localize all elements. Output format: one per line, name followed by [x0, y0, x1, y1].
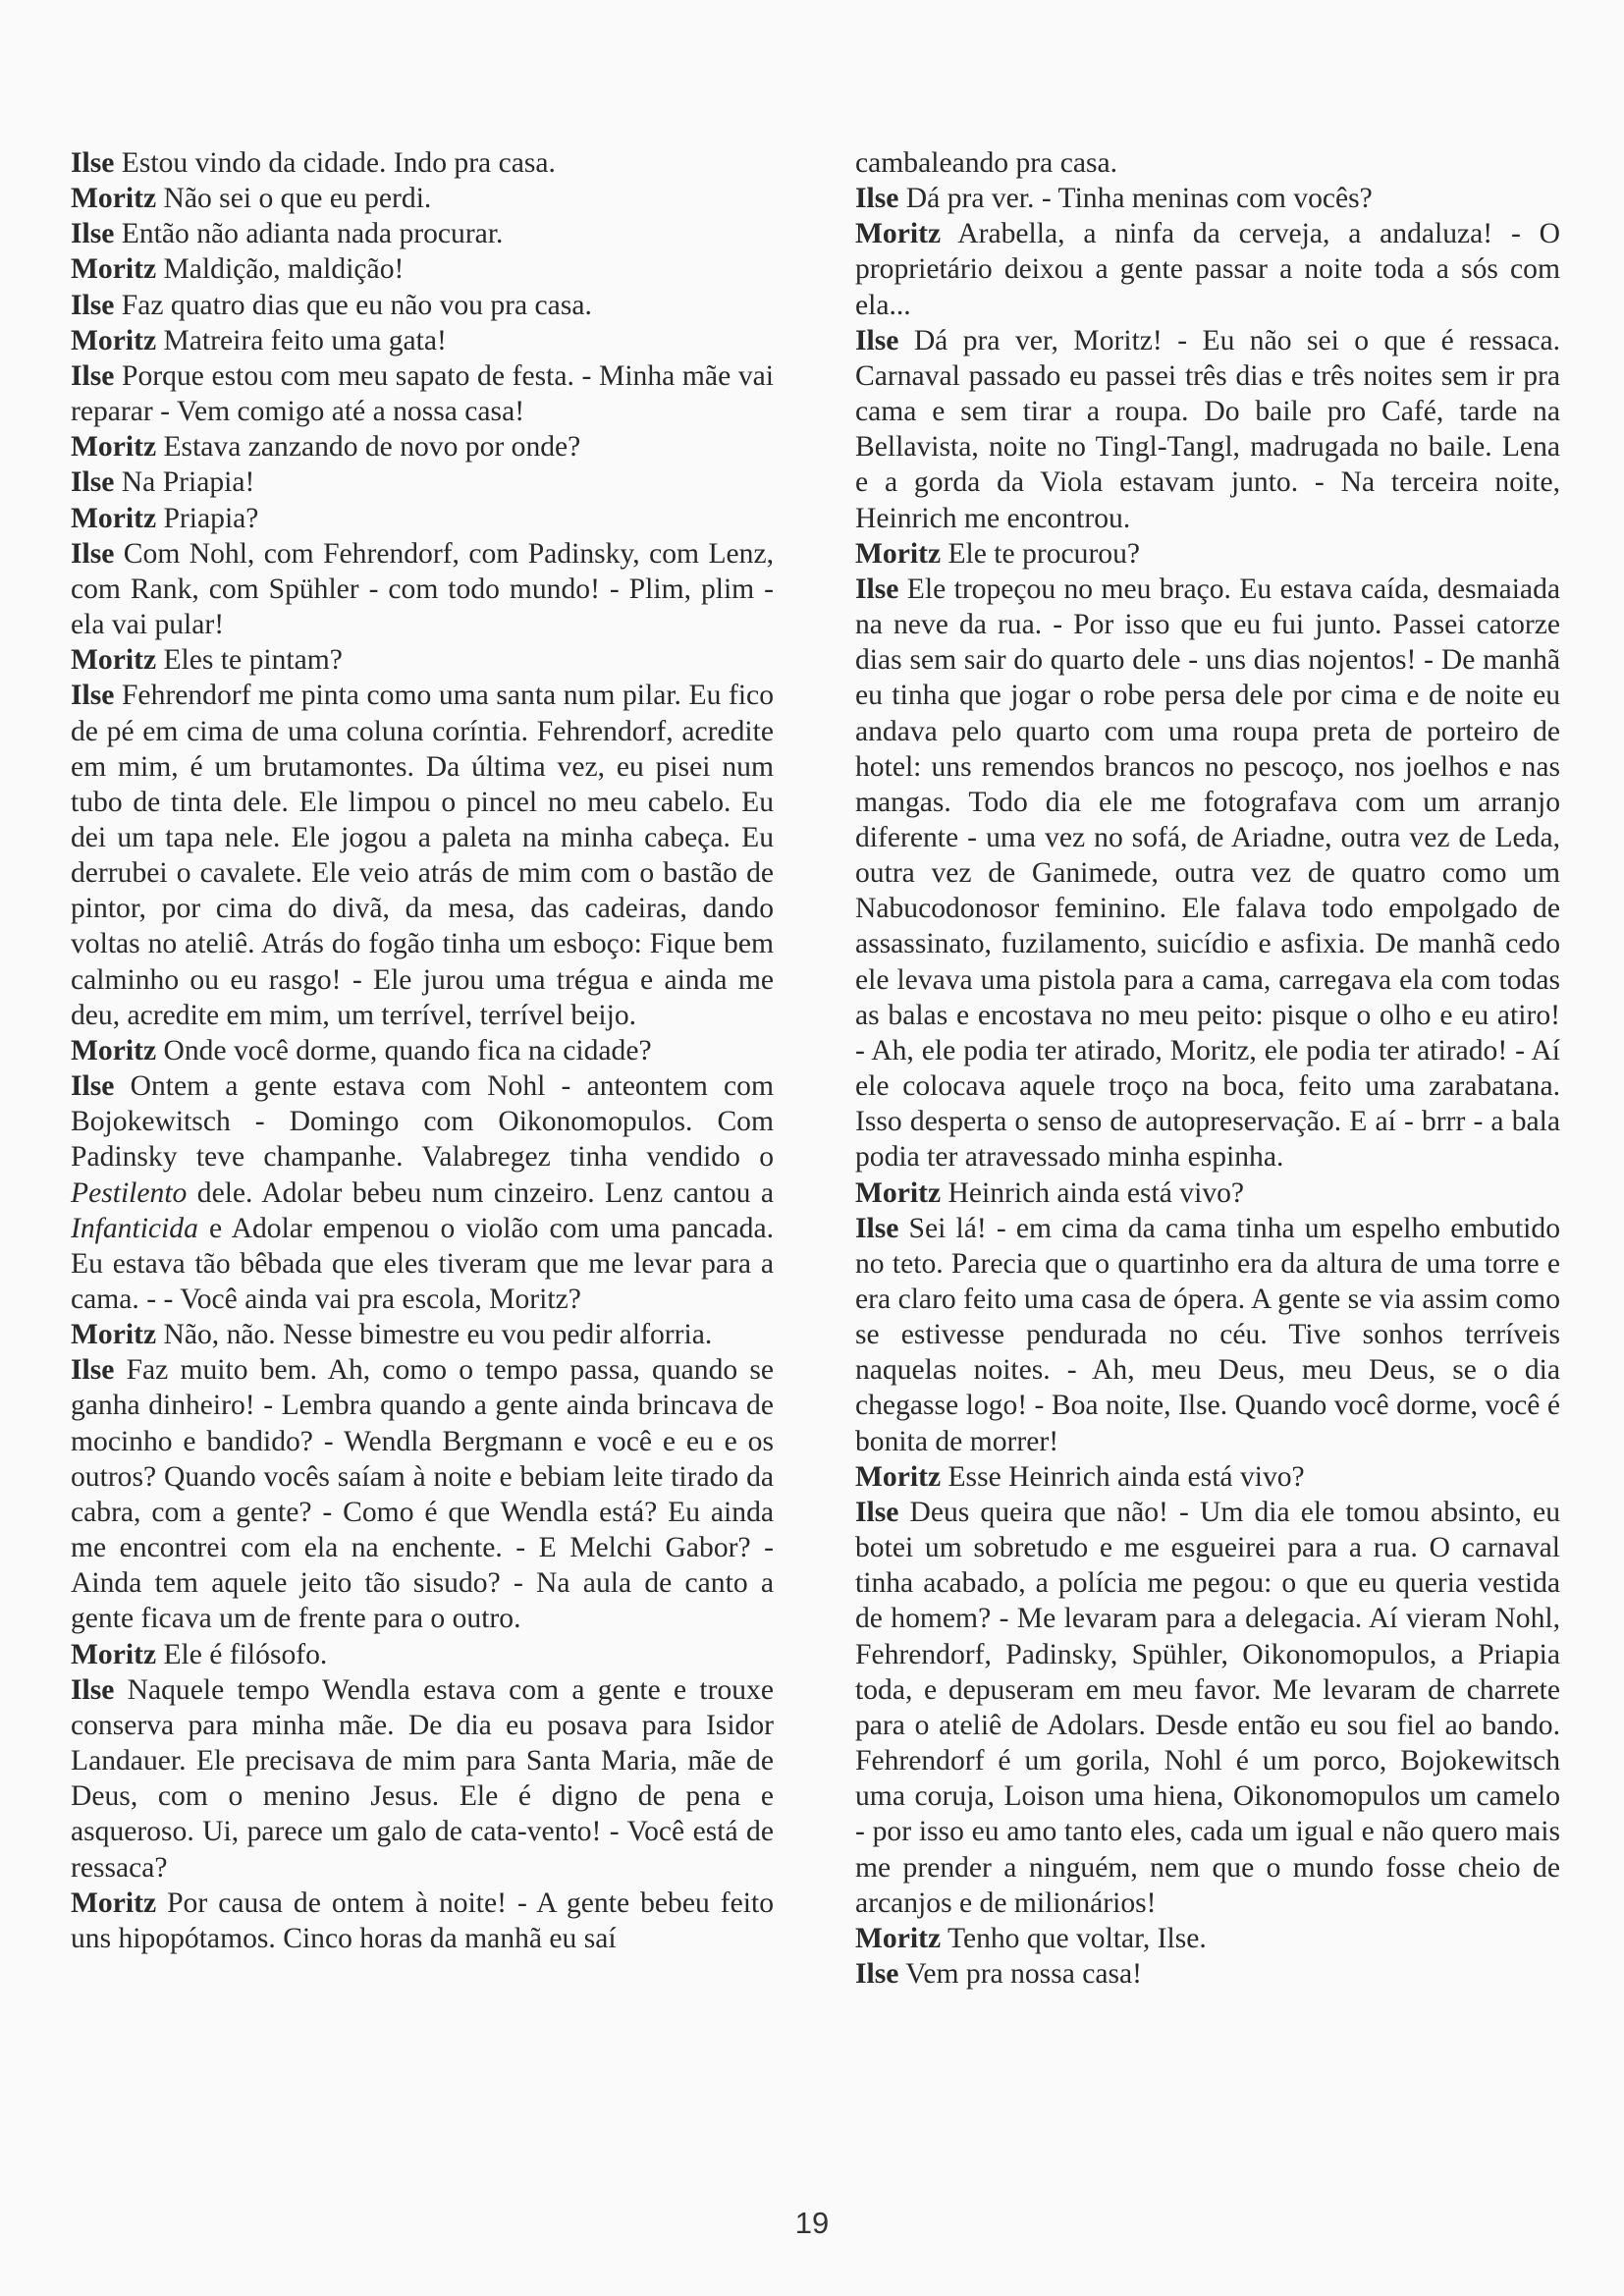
dialogue-text: Maldição, maldição! — [156, 253, 405, 286]
speaker-name: Moritz — [71, 1638, 157, 1670]
dialogue-text: Priapia? — [156, 502, 259, 534]
speaker-name: Ilse — [855, 183, 899, 215]
dialogue-text: Matreira feito uma gata! — [156, 324, 447, 356]
dialogue-text: Sei lá! - em cima da cama tinha um espelho embutido no teto. Parecia que o quartinho era da altura de uma torre e era claro feito uma casa de ópera. A gente se via assim como se estivesse pendurada no céu. Tive sonhos terríveis naquelas noites. - Ah, meu Deus, meu Deus, se o dia chegasse logo! - Boa noite, Ilse. Quando você dorme, você é bonita de morrer! — [855, 1212, 1560, 1457]
speaker-name: Ilse — [855, 324, 899, 356]
dialogue-text: Faz quatro dias que eu não vou pra casa. — [114, 289, 592, 321]
speaker-name: Ilse — [71, 1354, 115, 1387]
dialogue-text: Por causa de ontem à noite! - A gente bebeu feito uns hipopótamos. Cinco horas da manhã eu saí — [71, 1886, 774, 1954]
dialogue-line — [855, 323, 1560, 536]
speaker-name: Moritz — [71, 253, 157, 286]
speaker-name: Moritz — [71, 1319, 157, 1351]
dialogue-line — [71, 1672, 774, 1886]
dialogue-line — [71, 181, 774, 216]
dialogue-text: Tenho que voltar, Ilse. — [941, 1922, 1207, 1954]
speaker-name: Moritz — [71, 324, 157, 356]
dialogue-text: Dá pra ver, Moritz! - Eu não sei o que é ressaca. Carnaval passado eu passei três dias e três noites sem ir pra cama e sem tirar a roupa. Do baile pro Café, tarde na Bellavista, noite no Tingl-Tangl, madrugada no baile. Lena e a gorda da Viola estavam junto. - Na terceira noite, Heinrich me encontrou. — [855, 324, 1560, 534]
dialogue-line — [855, 536, 1560, 572]
dialogue-text: Então não adianta nada procurar. — [114, 218, 504, 250]
dialogue-text: Não, não. Nesse bimestre eu vou pedir alforria. — [156, 1319, 713, 1351]
speaker-name: Moritz — [855, 218, 942, 250]
dialogue-line — [855, 1211, 1560, 1459]
dialogue-text: Onde você dorme, quando fica na cidade? — [156, 1034, 652, 1066]
dialogue-text: Heinrich ainda está vivo? — [941, 1176, 1245, 1209]
dialogue-line — [855, 145, 1560, 181]
speaker-name: Moritz — [71, 183, 157, 215]
speaker-name: Ilse — [71, 1070, 115, 1103]
dialogue-text: Vem pra nossa casa! — [898, 1957, 1143, 1990]
dialogue-line — [71, 465, 774, 500]
dialogue-text: Ele te procurou? — [941, 537, 1141, 570]
dialogue-line — [855, 1495, 1560, 1921]
dialogue-line — [71, 145, 774, 181]
dialogue-text: cambaleando pra casa. — [855, 147, 1118, 179]
dialogue-line — [71, 1637, 774, 1672]
dialogue-line — [855, 216, 1560, 322]
dialogue-line — [855, 1956, 1560, 1992]
dialogue-line — [71, 251, 774, 287]
dialogue-text: Ele é filósofo. — [156, 1638, 328, 1670]
dialogue-line — [855, 1175, 1560, 1211]
dialogue-text: Fehrendorf me pinta como uma santa num pilar. Eu fico de pé em cima de uma coluna coríntia. Fehrendorf, acredite em mim, é um brutamontes. Da última vez, eu pisei num tubo de tinta dele. Ele limpou o pincel no meu cabelo. Eu dei um tapa nele. Ele jogou a paleta na minha cabeça. Eu derrubei o cavalete. Ele veio atrás de mim com o bastão de pintor, por cima do divã, da mesa, das cadeiras, dando voltas no ateliê. Atrás do fogão tinha um esboço: Fique bem calminho ou eu rasgo! - Ele jurou uma trégua e ainda me deu, acredite em mim, um terrível, terrível beijo. — [71, 680, 774, 1031]
speaker-name: Moritz — [71, 431, 157, 464]
speaker-name: Ilse — [71, 359, 115, 392]
dialogue-line — [71, 536, 774, 642]
speaker-name: Ilse — [855, 1957, 899, 1990]
dialogue-text: e Adolar empenou o violão com uma pancada. Eu estava tão bêbada que eles tiveram que me levar para a cama. - - Você ainda vai pra escola, Moritz? — [71, 1212, 774, 1315]
dialogue-line — [71, 1886, 774, 1956]
speaker-name: Ilse — [71, 680, 115, 712]
dialogue-line — [855, 572, 1560, 1175]
dialogue-text: Estou vindo da cidade. Indo pra casa. — [114, 147, 556, 179]
dialogue-line — [71, 323, 774, 358]
dialogue-line — [71, 1317, 774, 1352]
dialogue-text: Dá pra ver. - Tinha meninas com vocês? — [898, 183, 1373, 215]
dialogue-line — [71, 358, 774, 429]
italic-title: Infanticida — [71, 1212, 198, 1244]
right-column — [855, 145, 1560, 1992]
dialogue-text: Ele tropeçou no meu braço. Eu estava caída, desmaiada na neve da rua. - Por isso que eu fui junto. Passei catorze dias sem sair do quarto dele - uns dias nojentos! - De manhã eu tinha que jogar o robe persa dele por cima e de noite eu andava pelo quarto com uma roupa preta de porteiro de hotel: uns remendos brancos no pescoço, nos joelhos e nas mangas. Todo dia ele me fotografava com um arranjo diferente - uma vez no sofá, de Ariadne, outra vez de Leda, outra vez de Ganimede, outra vez de quatro como um Nabucodonosor feminino. Ele falava todo empolgado de assassinato, fuzilamento, suicídio e asfixia. De manhã cedo ele levava uma pistola para a cama, carregava ela com todas as balas e encostava no meu peito: pisque o olho e eu atiro! - Ah, ele podia ter atirado, Moritz, ele podia ter atirado! - Aí ele colocava aquele troço na boca, feito uma zarabatana. Isso desperta o senso de autopreservação. E aí - brrr - a bala podia ter atravessado minha espinha. — [855, 573, 1560, 1174]
dialogue-line — [71, 678, 774, 1033]
dialogue-line — [855, 1921, 1560, 1956]
speaker-name: Moritz — [71, 502, 157, 534]
dialogue-line — [855, 181, 1560, 216]
dialogue-text: Deus queira que não! - Um dia ele tomou absinto, eu botei um sobretudo e me esgueirei para a rua. O carnaval tinha acabado, a polícia me pegou: o que eu queria vestida de homem? - Me levaram para a delegacia. Aí vieram Nohl, Fehrendorf, Padinsky, Spühler, Oikonomopulos, a Priapia toda, e depuseram em meu favor. Me levaram de charrete para o ateliê de Adolars. Desde então eu sou fiel ao bando. Fehrendorf é um gorila, Nohl é um porco, Bojokewitsch uma coruja, Loison uma hiena, Oikonomopulos um camelo - por isso eu amo tanto eles, cada um igual e não quero mais me prender a ninguém, nem que o mundo fosse cheio de arcanjos e de milionários! — [855, 1496, 1560, 1919]
left-column — [71, 145, 774, 1956]
speaker-name: Ilse — [71, 218, 115, 250]
dialogue-line — [71, 642, 774, 678]
dialogue-line — [71, 429, 774, 465]
speaker-name: Moritz — [855, 1460, 942, 1493]
dialogue-text: Porque estou com meu sapato de festa. - Minha mãe vai reparar - Vem comigo até a nossa casa! — [71, 359, 774, 428]
speaker-name: Moritz — [855, 1922, 942, 1954]
speaker-name: Moritz — [71, 1886, 157, 1919]
dialogue-text: Faz muito bem. Ah, como o tempo passa, quando se ganha dinheiro! - Lembra quando a gente ainda brincava de mocinho e bandido? - Wendla Bergmann e você e eu e os outros? Quando vocês saíam à noite e bebiam leite tirado da cabra, com a gente? - Como é que Wendla está? Eu ainda me encontrei com ela na enchente. - E Melchi Gabor? - Ainda tem aquele jeito tão sisudo? - Na aula de canto a gente ficava um de frente para o outro. — [71, 1354, 774, 1635]
page-number: 19 — [794, 2206, 830, 2240]
dialogue-line — [71, 1068, 774, 1317]
dialogue-line — [71, 288, 774, 323]
dialogue-line — [71, 1352, 774, 1636]
speaker-name: Ilse — [71, 466, 115, 499]
speaker-name: Ilse — [71, 1673, 115, 1706]
speaker-name: Ilse — [71, 289, 115, 321]
speaker-name: Moritz — [855, 1176, 942, 1209]
dialogue-text: dele. Adolar bebeu num cinzeiro. Lenz cantou a — [187, 1176, 774, 1209]
dialogue-text: Ontem a gente estava com Nohl - anteontem com Bojokewitsch - Domingo com Oikonomopulos. Com Padinsky teve champanhe. Valabregez tinha vendido o — [71, 1070, 774, 1174]
speaker-name: Ilse — [71, 147, 115, 179]
dialogue-text: Com Nohl, com Fehrendorf, com Padinsky, com Lenz, com Rank, com Spühler - com todo mundo! - Plim, plim - ela vai pular! — [71, 537, 774, 641]
speaker-name: Ilse — [855, 573, 899, 605]
dialogue-text: Arabella, a ninfa da cerveja, a andaluza! - O proprietário deixou a gente passar a noite toda a sós com ela... — [855, 218, 1560, 321]
speaker-name: Ilse — [855, 1212, 899, 1244]
dialogue-text: Eles te pintam? — [156, 644, 343, 677]
dialogue-text: Estava zanzando de novo por onde? — [156, 431, 581, 464]
speaker-name: Moritz — [71, 644, 157, 677]
dialogue-line — [71, 501, 774, 536]
dialogue-text: Não sei o que eu perdi. — [156, 183, 432, 215]
dialogue-text: Naquele tempo Wendla estava com a gente e trouxe conserva para minha mãe. De dia eu posava para Isidor Landauer. Ele precisava de mim para Santa Maria, mãe de Deus, com o menino Jesus. Ele é digno de pena e asqueroso. Ui, parece um galo de cata-vento! - Você está de ressaca? — [71, 1673, 774, 1884]
speaker-name: Ilse — [855, 1496, 899, 1528]
speaker-name: Moritz — [855, 537, 942, 570]
italic-title: Pestilento — [71, 1176, 188, 1209]
dialogue-line — [71, 1033, 774, 1068]
dialogue-text: Esse Heinrich ainda está vivo? — [941, 1460, 1305, 1493]
dialogue-text: Na Priapia! — [114, 466, 255, 499]
dialogue-line — [855, 1459, 1560, 1495]
speaker-name: Ilse — [71, 537, 115, 570]
speaker-name: Moritz — [71, 1034, 157, 1066]
dialogue-line — [71, 216, 774, 251]
